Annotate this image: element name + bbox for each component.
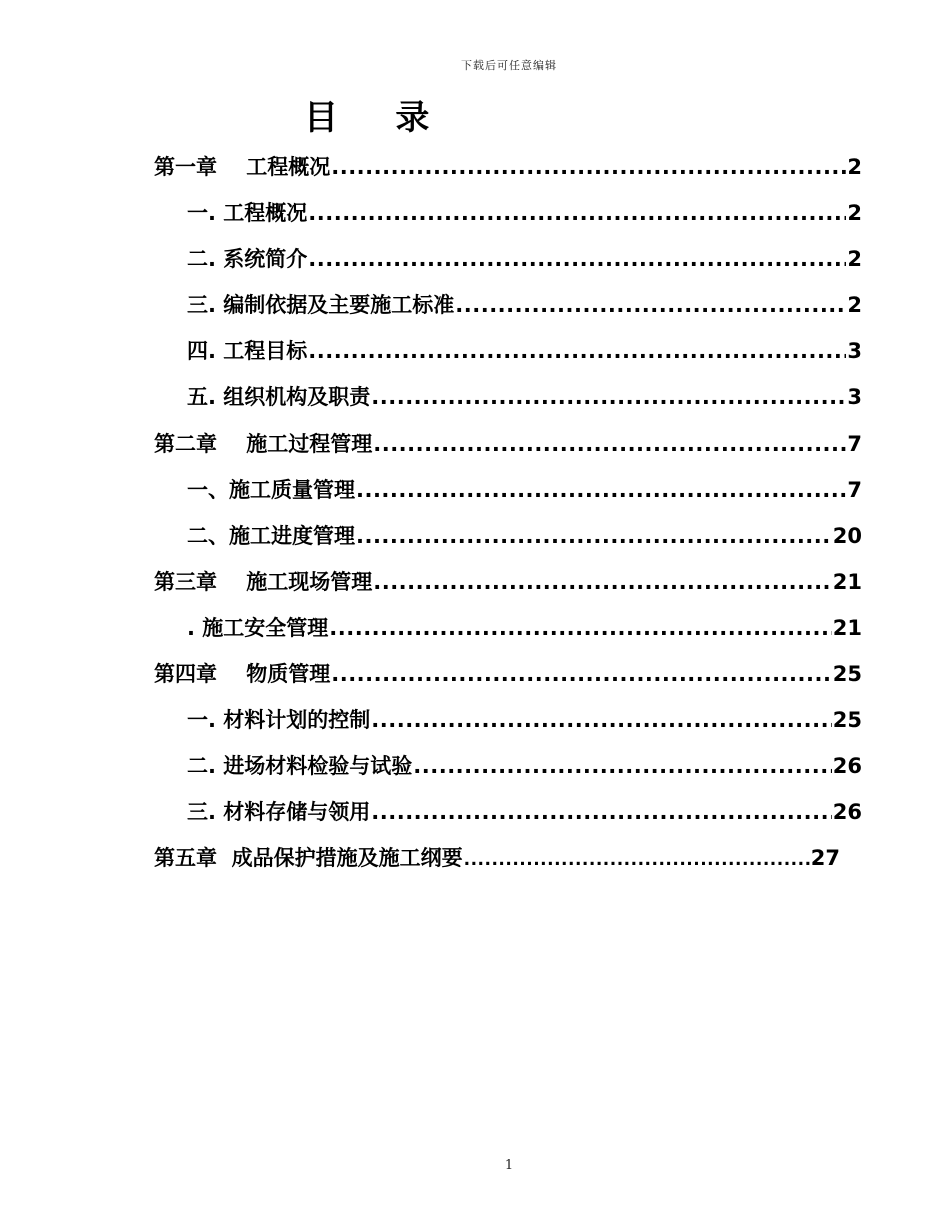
toc-entry-chapter-5[interactable]: [154, 842, 840, 888]
toc-entry-page: 2: [847, 293, 862, 318]
toc-dot-leader: [308, 247, 846, 271]
toc-entry-page: 21: [832, 569, 862, 594]
toc-entry-label: 一、施工质量管理: [187, 477, 355, 502]
toc-entry-label: 二、施工进度管理: [187, 523, 355, 548]
toc-entry-page: 2: [847, 201, 862, 226]
toc-dot-leader: [413, 754, 831, 778]
table-of-contents: [154, 151, 862, 889]
toc-entry-page: 25: [832, 708, 862, 733]
page-number: 1: [504, 1158, 514, 1173]
toc-entry-section[interactable]: [154, 750, 862, 796]
toc-title: 目 录: [304, 98, 432, 138]
toc-entry-section[interactable]: [154, 289, 862, 335]
toc-entry-label: . 施工安全管理: [187, 615, 329, 640]
toc-entry-chapter-2[interactable]: [154, 428, 862, 474]
toc-entry-label: 三. 编制依据及主要施工标准: [187, 293, 455, 318]
toc-entry-label: 第一章 工程概况: [154, 155, 331, 179]
toc-entry-section[interactable]: [154, 474, 862, 520]
toc-entry-section[interactable]: [154, 520, 862, 566]
toc-entry-section[interactable]: [154, 704, 862, 750]
toc-dot-leader: [308, 201, 846, 225]
toc-dot-leader: [464, 850, 810, 870]
toc-entry-label: 五. 组织机构及职责: [187, 385, 371, 410]
toc-entry-page: 7: [847, 477, 862, 502]
toc-entry-page: 26: [832, 754, 862, 779]
toc-dot-leader: [356, 478, 846, 502]
page-header-note: 下载后可任意编辑: [461, 59, 557, 72]
toc-dot-leader: [356, 524, 832, 548]
toc-entry-section[interactable]: [154, 197, 862, 243]
toc-entry-section[interactable]: [154, 243, 862, 289]
toc-entry-page: 2: [847, 155, 862, 179]
toc-entry-label: 第二章 施工过程管理: [154, 431, 373, 456]
toc-entry-label: 二. 系统简介: [187, 247, 308, 272]
toc-entry-page: 3: [847, 339, 862, 364]
toc-entry-label: 一. 材料计划的控制: [187, 708, 371, 733]
toc-dot-leader: [331, 155, 846, 179]
toc-dot-leader: [331, 662, 832, 686]
toc-entry-page: 27: [810, 846, 840, 871]
toc-dot-leader: [371, 708, 831, 732]
toc-entry-page: 7: [847, 431, 862, 456]
toc-dot-leader: [371, 385, 846, 409]
toc-entry-chapter-3[interactable]: [154, 566, 862, 612]
toc-dot-leader: [455, 293, 846, 317]
toc-entry-label: 四. 工程目标: [187, 339, 308, 364]
toc-entry-section[interactable]: [154, 612, 862, 658]
toc-entry-page: 20: [832, 523, 862, 548]
toc-entry-page: 2: [847, 247, 862, 272]
toc-entry-label: 一. 工程概况: [187, 201, 308, 226]
toc-entry-page: 3: [847, 385, 862, 410]
toc-entry-section[interactable]: [154, 796, 862, 842]
toc-entry-page: 21: [832, 615, 862, 640]
toc-entry-label: 第五章 成品保护措施及施工纲要: [154, 846, 463, 871]
toc-entry-section[interactable]: [154, 381, 862, 427]
toc-entry-label: 二. 进场材料检验与试验: [187, 754, 413, 779]
toc-dot-leader: [371, 800, 831, 824]
toc-entry-label: 第三章 施工现场管理: [154, 569, 373, 594]
toc-dot-leader: [373, 570, 832, 594]
toc-dot-leader: [373, 432, 846, 456]
toc-entry-chapter-4[interactable]: [154, 658, 862, 704]
toc-entry-page: 26: [832, 800, 862, 825]
toc-entry-chapter-1[interactable]: [154, 151, 862, 197]
toc-dot-leader: [308, 339, 846, 363]
toc-entry-section[interactable]: [154, 335, 862, 381]
toc-entry-label: 三. 材料存储与领用: [187, 800, 371, 825]
toc-entry-label: 第四章 物质管理: [154, 662, 331, 687]
toc-entry-page: 25: [832, 662, 862, 687]
toc-dot-leader: [329, 616, 831, 640]
